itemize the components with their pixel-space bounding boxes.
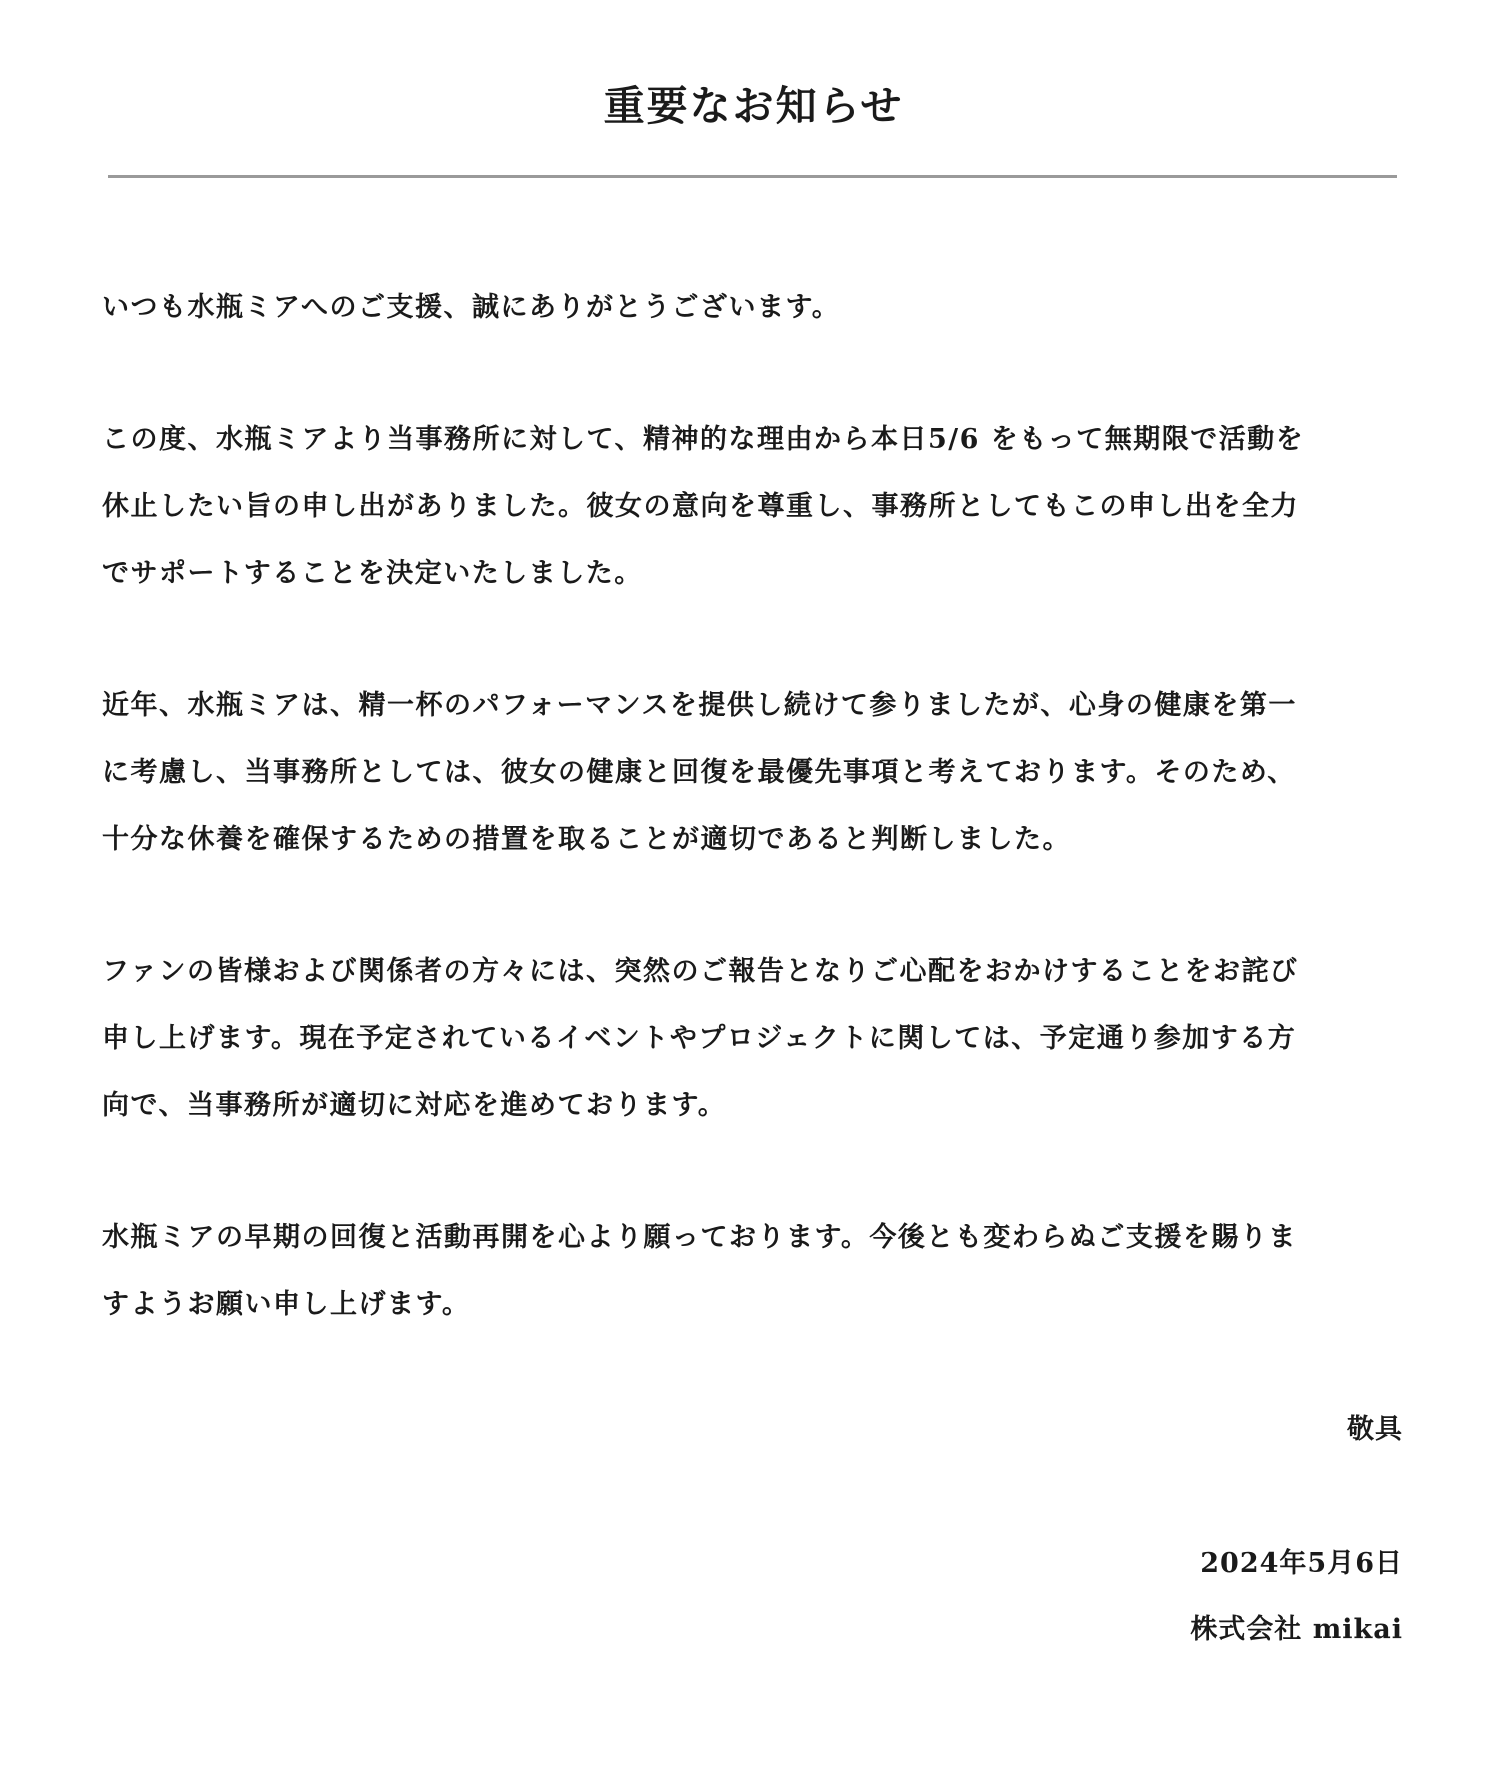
- paragraph-apology: [102, 938, 1402, 1139]
- paragraph-line: ファンの皆様および関係者の方々には、突然のご報告となりご心配をおかけすることをお詫び: [102, 956, 1299, 987]
- paragraph-line: でサポートすることを決定いたしました。: [102, 558, 643, 589]
- title-divider: [108, 175, 1397, 178]
- paragraph-line: 申し上げます。現在予定されているイベントやプロジェクトに関しては、予定通り参加する方: [102, 1023, 1297, 1054]
- paragraph-line: いつも水瓶ミアへのご支援、誠にありがとうございます。: [102, 292, 841, 323]
- company-signature: 株式会社 mikai: [1190, 1614, 1403, 1645]
- paragraph-greeting: [102, 274, 1402, 341]
- paragraph-line: すようお願い申し上げます。: [102, 1289, 471, 1320]
- issue-date: 2024年5月6日: [1200, 1548, 1403, 1579]
- paragraph-announcement: [102, 406, 1402, 607]
- paragraph-line: 向で、当事務所が適切に対応を進めております。: [102, 1090, 727, 1121]
- paragraph-line: 水瓶ミアの早期の回復と活動再開を心より願っております。今後とも変わらぬご支援を賜りま: [102, 1222, 1297, 1253]
- closing-salutation: 敬具: [1347, 1414, 1403, 1445]
- paragraph-line: に考慮し、当事務所としては、彼女の健康と回復を最優先事項と考えております。そのため、: [102, 757, 1296, 788]
- paragraph-closing-wish: [102, 1204, 1402, 1338]
- paragraph-line: 休止したい旨の申し出がありました。彼女の意向を尊重し、事務所としてもこの申し出を全力: [102, 491, 1299, 522]
- paragraph-line: 近年、水瓶ミアは、精一杯のパフォーマンスを提供し続けて参りましたが、心身の健康を第一: [102, 690, 1297, 721]
- page-title: 重要なお知らせ: [603, 82, 904, 130]
- paragraph-line: 十分な休養を確保するための措置を取ることが適切であると判断しました。: [102, 824, 1071, 855]
- paragraph-line: この度、水瓶ミアより当事務所に対して、精神的な理由から本日5/6 をもって無期限で活動を: [102, 424, 1305, 455]
- paragraph-reason: [102, 672, 1402, 873]
